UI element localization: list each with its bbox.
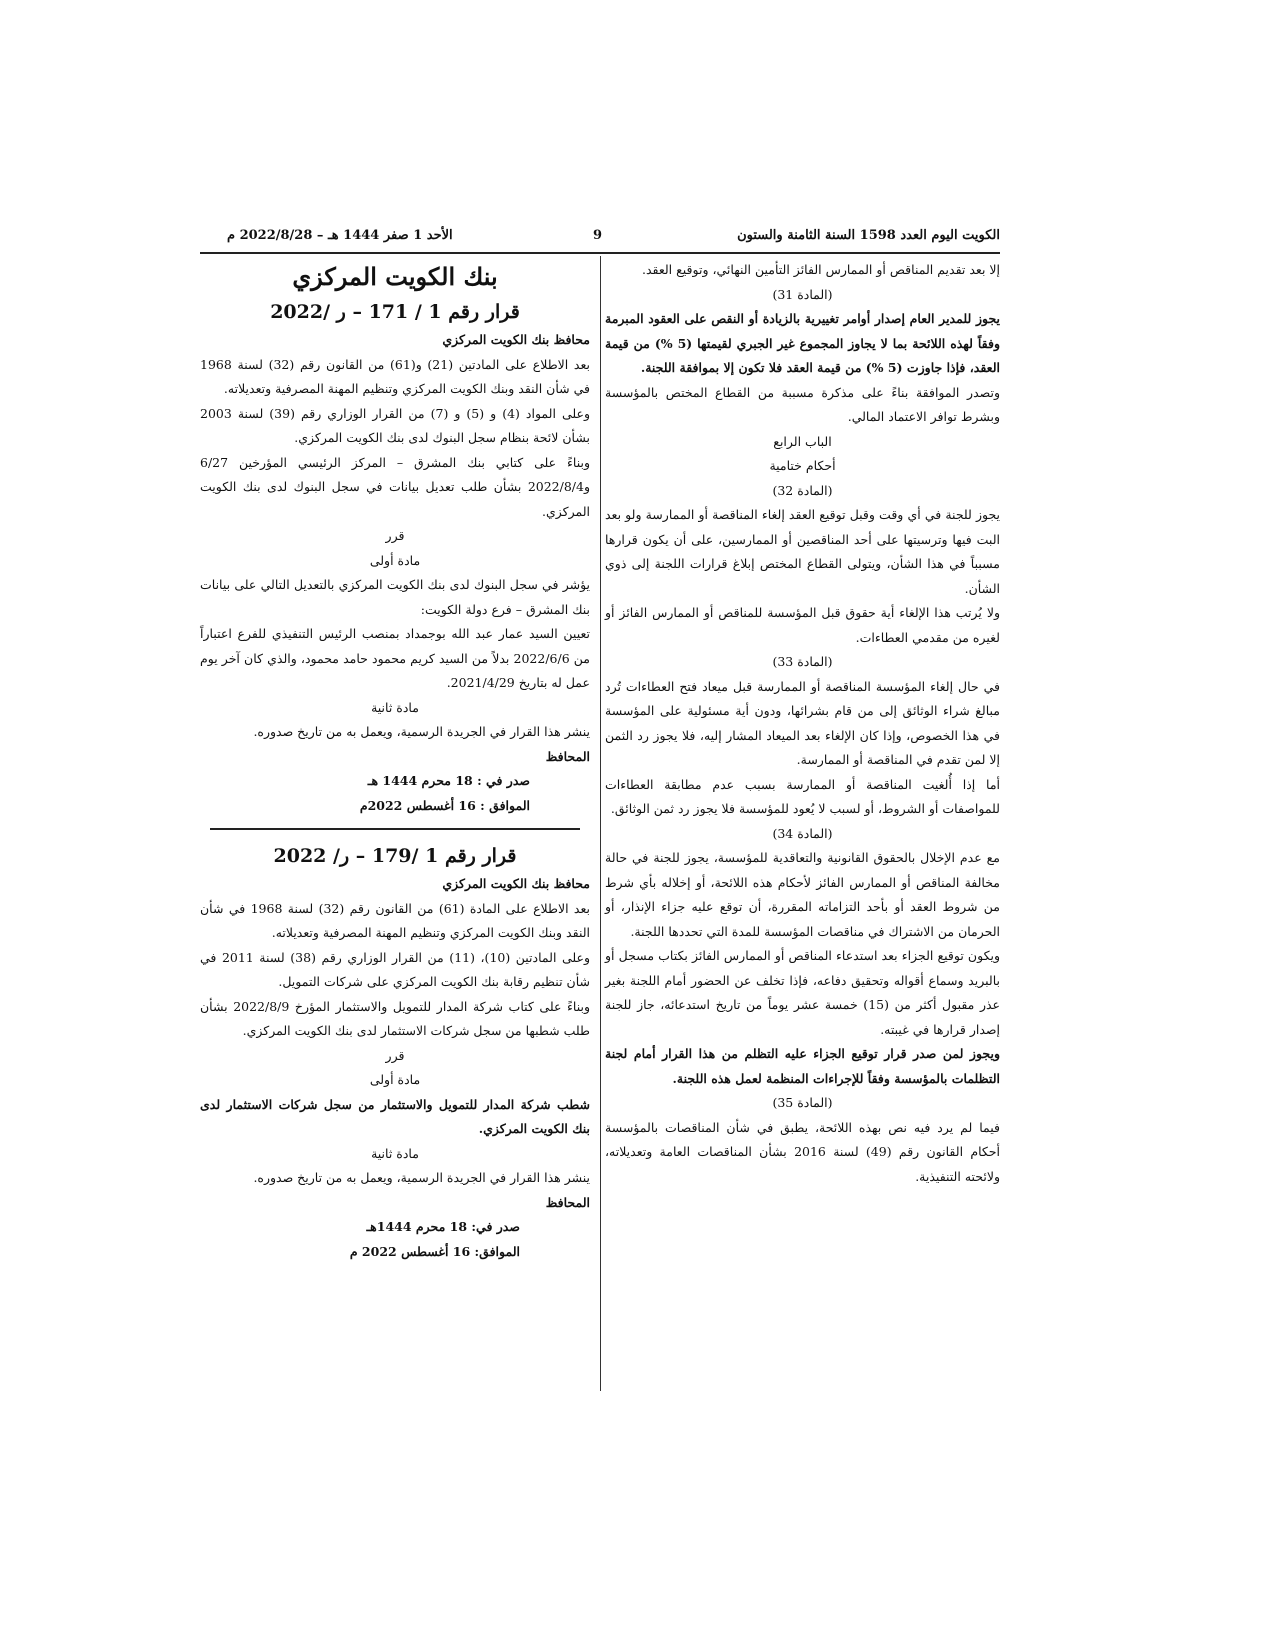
decided-label: قرر: [385, 528, 405, 543]
paragraph: وعلى المادتين (10)، (11) من القرار الوزاري رقم (38) لسنة 2011 في شأن تنظيم رقابة بنك الكويت المركزي على شركات التمويل.: [200, 949, 591, 989]
article-heading: مادة ثانية: [371, 699, 419, 715]
paragraph: أما إذا أُلغيت المناقصة أو الممارسة بسبب عدم مطابقة العطاءات للمواصفات أو الشروط، أو لسبب لا يُعود للمؤسسة فلا يجوز رد ثمن الوثائق.: [605, 776, 1000, 816]
page-header: [200, 228, 1000, 250]
paragraph: في حال إلغاء المؤسسة المناقصة أو الممارسة قبل ميعاد فتح العطاءات تُرد مبالغ شراء الوثائق إلى من قام بشرائها، ودون أية مسئولية على المؤسسة في هذا الخصوص، وإذا كان الإلغاء بعد الميعاد المشار إليه، فلا يجوز رد الثمن إلا لمن تقدم في المناقصة أو الممارسة.: [605, 678, 1000, 767]
paragraph: ويكون توقيع الجزاء بعد استدعاء المناقص أو الممارس الفائز بكتاب مسجل أو بالبريد وسماع أقواله وتحقيق دفاعه، فإذا تخلف عن الحضور أمام اللجنة بغير عذر مقبول أكثر من (15) خمسة عشر يوماً من تاريخ استدعائه، جاز للجنة إصدار قرارها في غيبته.: [605, 948, 1001, 1037]
chapter-title: أحكام ختامية: [769, 458, 836, 473]
issue-date: صدر في: 18 محرم 1444هـ: [366, 1219, 520, 1234]
right-column: [605, 258, 1000, 1189]
left-column: [200, 258, 590, 1264]
section-separator: [210, 828, 580, 830]
signature: المحافظ: [545, 748, 590, 764]
article-heading: مادة أولى: [369, 552, 421, 568]
paragraph: تعيين السيد عمار عبد الله بوجمداد بمنصب الرئيس التنفيذي للفرع اعتباراً من 2022/6/6 بدلاً من السيد كريم محمود حامد محمود، والذي كان آخر يوم عمل له بتاريخ 2021/4/29.: [200, 626, 591, 690]
decided-label: قرر: [385, 1047, 405, 1063]
decision-title: قرار رقم 1 /179 – ر/ 2022: [273, 845, 517, 867]
bank-title: بنك الكويت المركزي: [292, 262, 498, 291]
issue-date: صدر في : 18 محرم 1444 هـ: [367, 773, 530, 788]
paragraph: وعلى المواد (4) و (5) و (7) من القرار الوزاري رقم (39) لسنة 2003 بشأن لائحة بنظام سجل البنوك لدى بنك الكويت المركزي.: [200, 405, 590, 445]
paragraph: ولا يُرتب هذا الإلغاء أية حقوق قبل المؤسسة للمناقص أو الممارس الفائز أو لغيره من مقدمي العطاءات.: [605, 605, 1000, 645]
article-heading: مادة ثانية: [371, 1145, 419, 1161]
paragraph: فيما لم يرد فيه نص بهذه اللائحة، يطبق في شأن المناقصات بالمؤسسة أحكام القانون رقم (49) لسنة 2016 بشأن المناقصات العامة وتعديلاته، ولائحته التنفيذية.: [605, 1119, 1000, 1184]
issuer: محافظ بنك الكويت المركزي: [442, 876, 590, 891]
paragraph: يؤشر في سجل البنوك لدى بنك الكويت المركزي بالتعديل التالي على بيانات بنك المشرق – فرع دولة الكويت:: [200, 577, 590, 617]
paragraph: شطب شركة المدار للتمويل والاستثمار من سجل شركات الاستثمار لدى بنك الكويت المركزي.: [200, 1096, 590, 1136]
paragraph: مع عدم الإخلال بالحقوق القانونية والتعاقدية للمؤسسة، يجوز للجنة في حالة مخالفة المناقص أو الممارس الفائز لأحكام هذه اللائحة، أو إخلاله بأي شرط من شروط العقد أو بأحد التزاماته المقررة، أن توقع عليه جزاء الإنذار، أو الحرمان من الاشتراك في مناقصات المؤسسة للمدة التي تحددها اللجنة.: [605, 850, 1000, 939]
column-divider: [600, 256, 601, 1391]
article-heading: (المادة 32): [772, 482, 833, 498]
page-number: 9: [593, 228, 603, 243]
decision-title: قرار رقم 1 / 171 – ر /2022: [270, 301, 520, 323]
paragraph: بعد الاطلاع على المادة (61) من القانون رقم (32) لسنة 1968 في شأن النقد وبنك الكويت المركزي وتنظيم المهنة المصرفية وتعديلاته.: [200, 900, 590, 940]
header-rule: [200, 252, 1000, 254]
signature: المحافظ: [545, 1194, 590, 1210]
paragraph: إلا بعد تقديم المناقص أو الممارس الفائز التأمين النهائي، وتوقيع العقد.: [641, 262, 1000, 277]
paragraph: وبناءً على كتاب شركة المدار للتمويل والاستثمار المؤرخ 2022/8/9 بشأن طلب شطبها من سجل شركات الاستثمار لدى بنك الكويت المركزي.: [200, 998, 591, 1038]
paragraph: وبناءً على كتابي بنك المشرق – المركز الرئيسي المؤرخين 6/27 و2022/8/4 بشأن طلب تعديل بيانات في سجل البنوك لدى بنك الكويت المركزي.: [200, 454, 590, 519]
paragraph: ويجوز لمن صدر قرار توقيع الجزاء عليه التظلم من هذا القرار أمام لجنة التظلمات بالمؤسسة وفقاً للإجراءات المنظمة لعمل هذه اللجنة.: [605, 1046, 1000, 1086]
paragraph: ينشر هذا القرار في الجريدة الرسمية، ويعمل به من تاريخ صدوره.: [253, 1170, 590, 1185]
paragraph: بعد الاطلاع على المادتين (21) و(61) من القانون رقم (32) لسنة 1968 في شأن النقد وبنك الكويت المركزي وتنظيم المهنة المصرفية وتعديلاته.: [200, 356, 590, 396]
paragraph: وتصدر الموافقة بناءً على مذكرة مسببة من القطاع المختص بالمؤسسة وبشرط توافر الاعتماد المالي.: [605, 384, 1000, 424]
article-heading: (المادة 31): [772, 286, 833, 302]
article-heading: (المادة 35): [772, 1095, 833, 1110]
corresponding-date: الموافق : 16 أغسطس 2022م: [359, 797, 530, 813]
article-heading: مادة أولى: [369, 1072, 421, 1087]
paragraph: يجوز للمدير العام إصدار أوامر تغييرية بالزيادة أو النقص على العقود المبرمة وفقاً لهذه اللائحة بما لا يجاوز المجموع غير الجبري لقيمتها (5 %) من قيمة العقد، فإذا جاوزت (5 %) من قيمة العقد فلا تكون إلا بموافقة اللجنة.: [605, 311, 1000, 375]
header-date: الأحد 1 صفر 1444 هـ – 2022/8/28 م: [227, 228, 453, 243]
paragraph: يجوز للجنة في أي وقت وقبل توقيع العقد إلغاء المناقصة أو الممارسة ولو بعد البت فيها وترسيتها على أحد المناقصين أو الممارسين، على أن يكون قرارها مسبباً في هذا الشأن، ويتولى القطاع المختص إبلاغ قرارات اللجنة إلى ذوي الشأن.: [605, 507, 1000, 596]
chapter-heading: الباب الرابع: [773, 433, 832, 449]
article-heading: (المادة 34): [772, 825, 833, 841]
article-heading: (المادة 33): [772, 654, 833, 669]
issuer: محافظ بنك الكويت المركزي: [442, 332, 590, 347]
corresponding-date: الموافق: 16 أغسطس 2022 م: [349, 1243, 520, 1259]
paragraph: ينشر هذا القرار في الجريدة الرسمية، ويعمل به من تاريخ صدوره.: [253, 724, 590, 739]
header-issue-info: الكويت اليوم العدد 1598 السنة الثامنة والستون: [737, 228, 1000, 243]
